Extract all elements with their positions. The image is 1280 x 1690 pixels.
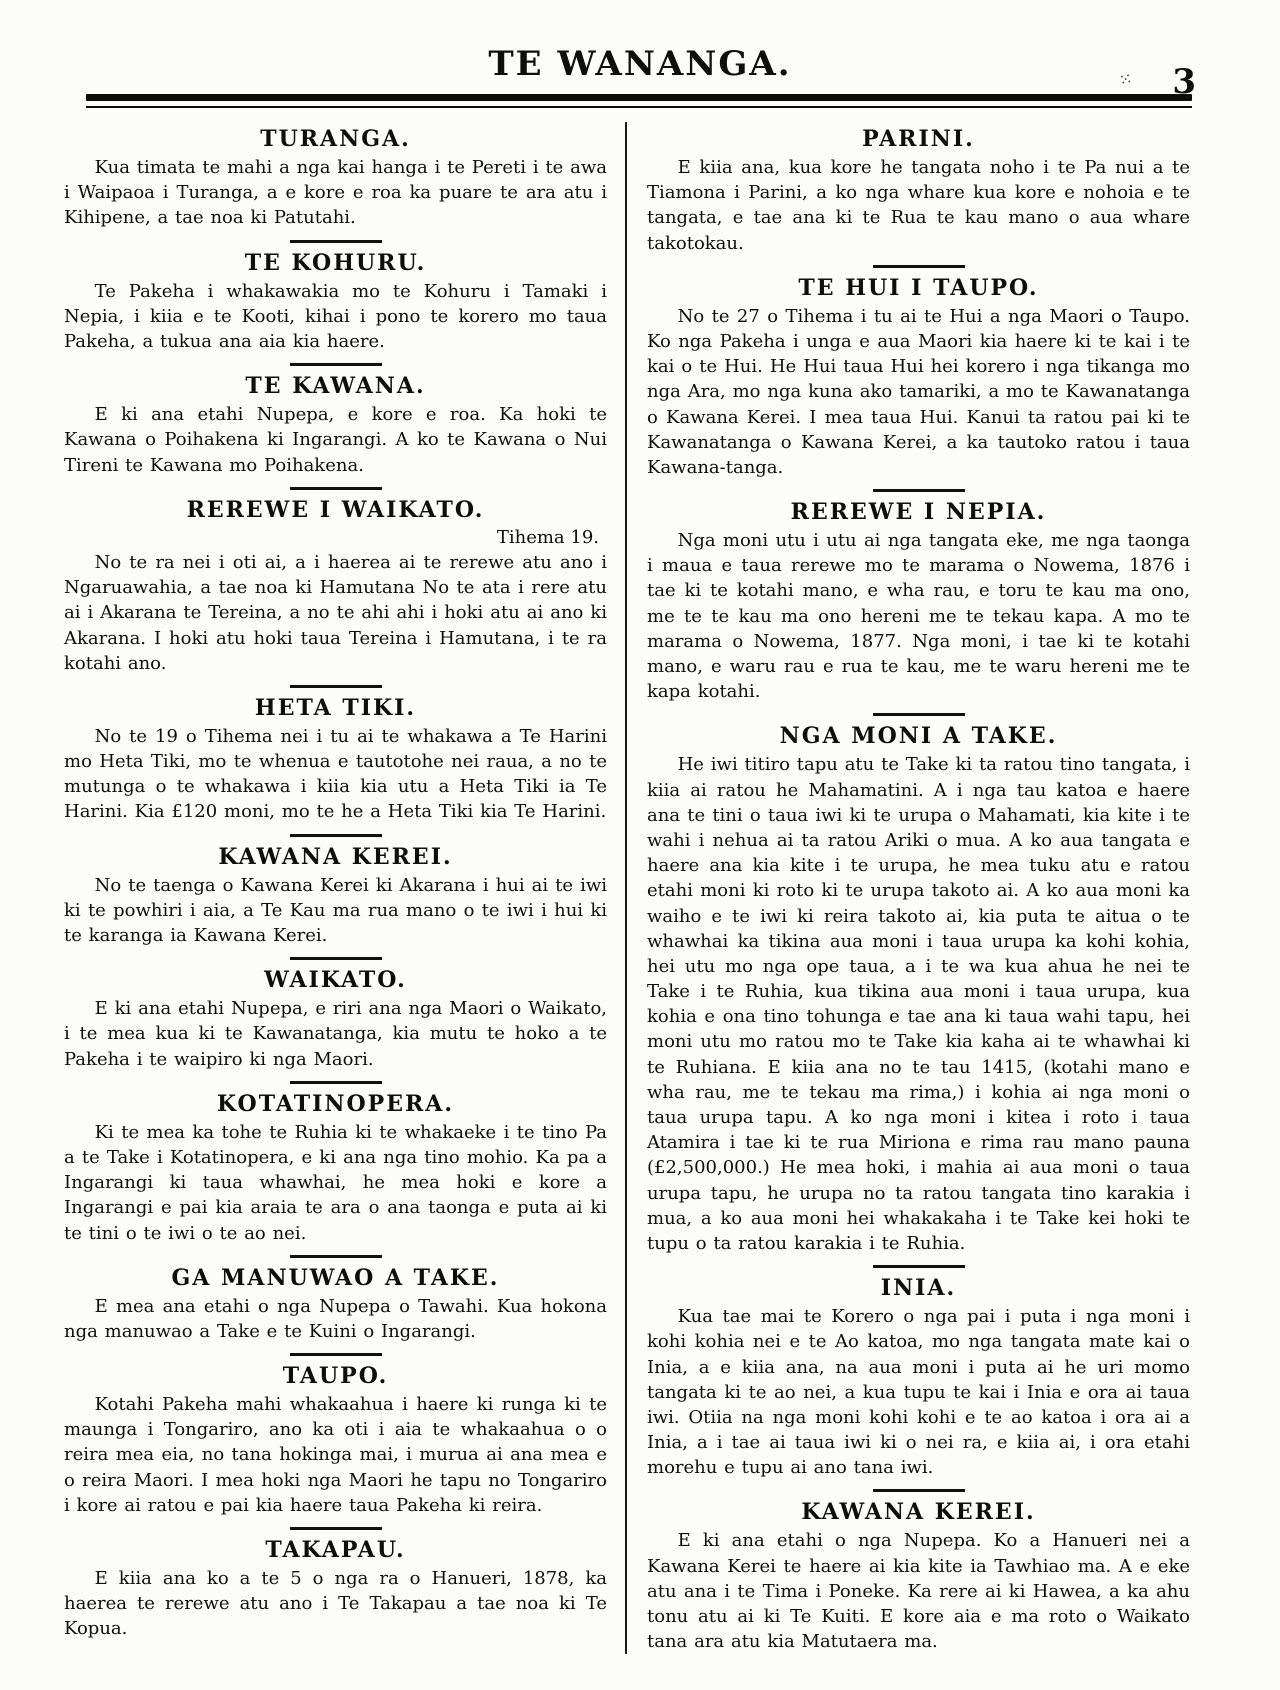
article-body: He iwi titiro tapu atu te Take ki ta ratou tino tangata, i kiia ai ratou he Mahamatini. A i nga tau katoa e haere ana te tini o taua iwi ki te urupa o Mahamati, kia kite i te wahi i nehua ai ta ratou Ariki o mua. A ko aua tangata e haere ana kia kite i te urupa, he mea tuku atu e ratou etahi moni ki roto ki te urupa takoto ai. A ko aua moni ka waiho e te iwi ki reira takoto ai, kia puta te aitua o te whawhai ka tikina aua moni i taua urupa ka kohi kohia, hei utu mo nga ope taua, a i te wa kua ahua he nei te Take i te Ruhia, kua tikina aua moni i taua urupa, kua kohia e ona tino tohunga e tae ana ki taua wahi tapu, hei moni utu mo ratou mo te Take kia kaha ai te whawhai ki te Ruhiana. E kiia ana no te tau 1415, (kotahi mano e wha rau, me te tekau ma rima,) i kohia ai nga moni o taua urupa tapu. A ko nga moni i kitea i roto i taua Atamira i tae ki te rua Miriona e rima rau mano pauna (£2,500,000.) He mea hoki, i mahia ai aua moni o taua urupa tapu, he urupa no ta ratou tangata tino karakia i mua, a ko aua moni hei whakakaha i te Take kei hoki te tupu o ta ratou karakia i te Ruhia. — [647, 754, 1190, 1254]
article-nga-moni-a-take — [647, 723, 1190, 1256]
article-heading: GA MANUWAO A TAKE. — [171, 1264, 500, 1291]
masthead-divider — [86, 94, 1192, 108]
article-heading: KAWANA KEREI. — [218, 843, 453, 870]
section-divider — [290, 1527, 382, 1530]
ink-smudge: ⁙ — [1116, 69, 1132, 90]
section-divider — [290, 834, 382, 837]
section-divider — [290, 487, 382, 490]
article-body: E ki ana etahi Nupepa, e kore e roa. Ka hoki te Kawana o Poihakena ki Ingarangi. A ko te Kawana o Nui Tireni te Kawana mo Poihakena. — [64, 404, 607, 476]
article-body: E kiia ana ko a te 5 o nga ra o Hanueri, 1878, ka haerea te rerewe atu ano i Te Takapau a tae noa ki Te Kopua. — [64, 1568, 607, 1640]
article-heading: PARINI. — [862, 126, 975, 152]
masthead-rule-thin — [86, 106, 1192, 108]
page-number: 3 — [1172, 62, 1196, 102]
article-body: Kua tae mai te Korero o nga pai i puta i nga moni i kohi kohia nei e te Ao katoa, mo nga tangata mate kai o Inia, a e kiia ana, na aua moni i puta ai he uri momo tangata ki te ao nei, a kua tupu te kai i Inia e ora ai taua iwi. Otiia na nga moni kohi kohi e te ao katoa i ora ai a Inia, a i tae ai taua iwi ki o nei ra, e kiia ai, i ora etahi morehu e tupu ai ano tana iwi. — [647, 1306, 1190, 1479]
article-body: Kua timata te mahi a nga kai hanga i te Pereti i te awa i Waipaoa i Turanga, a e kore e roa ka puare te ara atu i Kihipene, a tae noa ki Patutahi. — [64, 157, 607, 229]
article-heading: KAWANA KEREI. — [801, 1499, 1036, 1526]
section-divider — [290, 957, 382, 960]
article-heading: REREWE I NEPIA. — [790, 499, 1047, 526]
article-te-hui-i-taupo — [647, 275, 1190, 480]
article-takapau — [64, 1537, 607, 1642]
article-te-kohuru — [64, 250, 607, 355]
section-divider — [873, 1489, 965, 1492]
left-column — [64, 122, 625, 1654]
article-ga-manuwao-a-take — [64, 1265, 607, 1344]
masthead-rule-thick — [86, 94, 1192, 101]
article-turanga — [64, 126, 607, 231]
article-waikato — [64, 967, 607, 1072]
section-divider — [873, 265, 965, 268]
article-body: No te 19 o Tihema nei i tu ai te whakawa a Te Harini mo Heta Tiki, mo te whenua e tautotohe nei raua, a no te mutunga o te whakawa i kiia kia utu a Heta Tiki ia Te Harini. Kia £120 moni, mo te he a Heta Tiki kia Te Harini. — [64, 725, 607, 823]
article-heading: TAKAPAU. — [265, 1537, 406, 1564]
article-kotatinopera — [64, 1091, 607, 1246]
section-divider — [873, 489, 965, 492]
article-rerewe-i-waikato — [64, 497, 607, 676]
article-body: Nga moni utu i utu ai nga tangata eke, me nga taonga i maua e taua rerewe mo te marama o Nowema, 1876 i tae ki te kotahi mano, e wha rau, e toru te kau ma ono, me te te kau ma ono hereni me te tekau kapa. A mo te marama o Nowema, 1877. Nga moni, i tae ki te kotahi mano, e waru rau e rua te kau, me te waru hereni me te kapa kotahi. — [647, 530, 1190, 703]
section-divider — [290, 1255, 382, 1258]
article-body: Te Pakeha i whakawakia mo te Kohuru i Tamaki i Nepia, i kiia e te Kooti, kihai i pono te korero mo taua Pakeha, a tukua ana aia kia haere. — [64, 280, 607, 352]
article-heta-tiki — [64, 695, 607, 825]
section-divider — [290, 1353, 382, 1356]
article-heading: TE KOHURU. — [244, 249, 427, 276]
masthead-title: TE WANANGA. — [488, 44, 792, 84]
article-body: E ki ana etahi o nga Nupepa. Ko a Hanueri nei a Kawana Kerei te haere ai kia kite ia Tawhiao ma. A e eke atu ana i te Tima i Poneke. Ka rere ai ki Hawea, a ka ahu tonu atu ai ki Te Kuiti. E kore aia e ma roto o Waikato tana ara atu kia Matutaera ma. — [647, 1530, 1190, 1653]
article-heading: TE KAWANA. — [245, 373, 426, 400]
section-divider — [873, 1265, 965, 1268]
article-te-kawana — [64, 373, 607, 478]
columns — [64, 122, 1190, 1654]
section-divider — [290, 240, 382, 243]
article-body: E kiia ana, kua kore he tangata noho i te Pa nui a te Tiamona i Parini, a ko nga whare kua kore e nohoia e te tangata, e tae ana ki te Rua te kau mano o aua whare takotokau. — [647, 157, 1190, 254]
article-heading: TAUPO. — [282, 1363, 389, 1390]
article-heading: KOTATINOPERA. — [217, 1090, 454, 1117]
article-kawana-kerei-left — [64, 844, 607, 949]
article-body: E ki ana etahi Nupepa, e riri ana nga Maori o Waikato, i te mea kua ki te Kawanatanga, kia mutu te hoko a te Pakeha i te waipiro ki nga Maori. — [64, 998, 607, 1070]
article-heading: TE HUI I TAUPO. — [798, 274, 1039, 301]
article-heading: NGA MONI A TAKE. — [779, 723, 1058, 750]
article-body: No te ra nei i oti ai, a i haerea ai te rerewe atu ano i Ngaruawahia, a tae noa ki Hamutana No te ata i rere atu ai i Akarana te Tereina, a no te ahi ahi i hoki atu ai ano ki Akarana. I hoki atu hoki taua Tereina i Hamutana, i te ra kotahi ano. — [64, 551, 607, 674]
article-rerewe-i-nepia — [647, 499, 1190, 704]
article-body: Ki te mea ka tohe te Ruhia ki te whakaeke i te tino Pa a te Take i Kotatinopera, e ki ana nga tino mohio. Ka pa a Ingarangi ki taua whawhai, he mea hoki e kore a Ingarangi e pai kia araia te ara o ana taonga e puta ai ki te tini o te iwi o te ao nei. — [64, 1121, 607, 1244]
article-heading: HETA TIKI. — [254, 694, 417, 721]
article-heading: WAIKATO. — [264, 967, 407, 994]
article-heading: TURANGA. — [260, 126, 411, 152]
right-column — [625, 122, 1190, 1654]
article-heading: REREWE I WAIKATO. — [186, 496, 485, 523]
section-divider — [290, 1081, 382, 1084]
article-inia — [647, 1275, 1190, 1480]
article-body: E mea ana etahi o nga Nupepa o Tawahi. Kua hokona nga manuwao a Take e te Kuini o Ingarangi. — [64, 1295, 607, 1342]
article-taupo — [64, 1363, 607, 1518]
article-kawana-kerei-right — [647, 1499, 1190, 1654]
section-divider — [290, 363, 382, 366]
article-parini — [647, 126, 1190, 256]
section-divider — [290, 685, 382, 688]
article-body: No te 27 o Tihema i tu ai te Hui a nga Maori o Taupo. Ko nga Pakeha i unga e aua Maori kia haere ki te kai i te kai o te Hui. He Hui taua Hui hei korero i nga tikanga mo nga Ara, mo nga kuna ako tamariki, a mo te Kawanatanga o Kawana Kerei. I mea taua Hui. Kanui ta ratou pai ki te Kawanatanga o Kawana Kerei, a ka tautoko ratou i taua Kawana-tanga. — [647, 305, 1190, 478]
article-dateline: Tihema 19. — [496, 526, 599, 548]
article-heading: INIA. — [880, 1275, 957, 1302]
article-body: No te taenga o Kawana Kerei ki Akarana i hui ai te iwi ki te powhiri i aia, a Te Kau ma rua mano o te iwi i hui ki te karanga ia Kawana Kerei. — [64, 874, 607, 947]
article-body: Kotahi Pakeha mahi whakaahua i haere ki runga ki te maunga i Tongariro, ano ka oti i aia te whakaahua o o reira mea eia, no tana hokinga mai, i murua ai ana mea e o reira Maori. I mea hoki nga Maori he tapu no Tongariro i kore ai ratou e pai kia haere taua Pakeha ki reira. — [64, 1394, 607, 1516]
section-divider — [873, 713, 965, 716]
